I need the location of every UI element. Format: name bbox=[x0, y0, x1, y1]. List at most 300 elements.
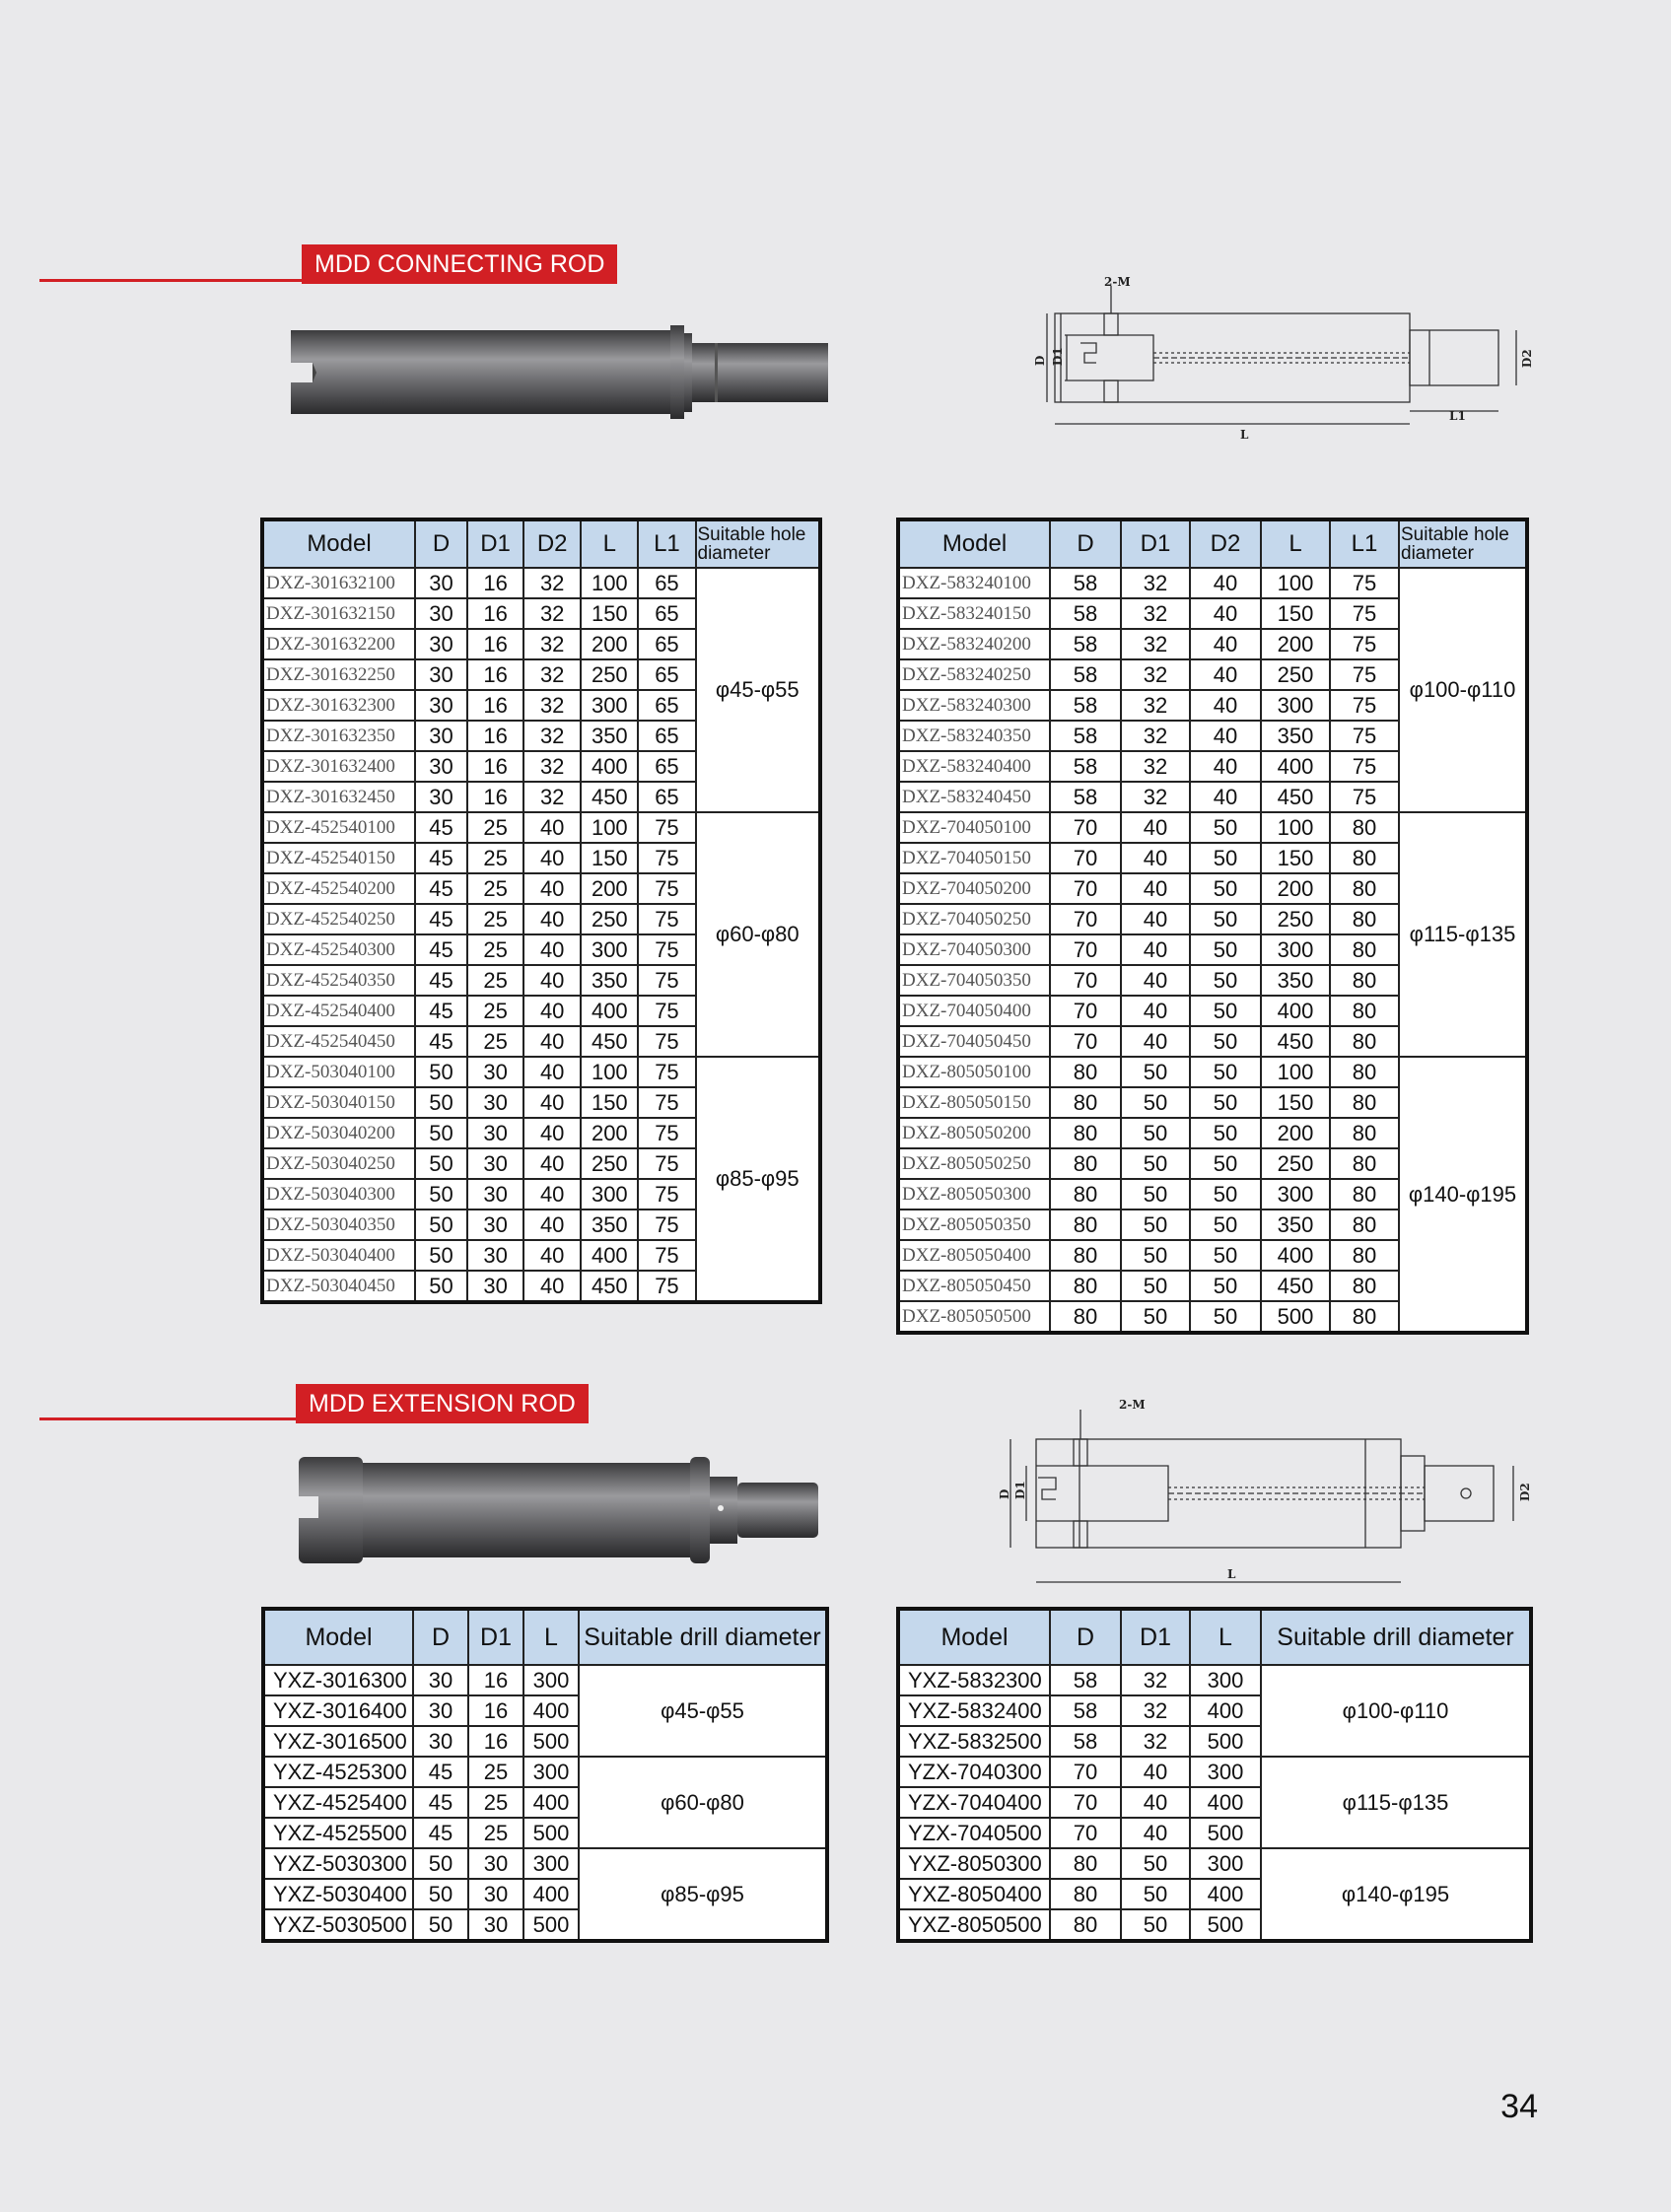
model-cell: DXZ-805050400 bbox=[898, 1240, 1050, 1271]
value-cell: 100 bbox=[1261, 1057, 1330, 1087]
value-cell: 350 bbox=[1261, 721, 1330, 751]
table-header-row bbox=[898, 519, 1527, 568]
value-cell: 25 bbox=[468, 1787, 523, 1818]
value-cell: 80 bbox=[1330, 1118, 1399, 1148]
col-header-d1: D1 bbox=[467, 519, 523, 568]
value-cell: 75 bbox=[1330, 568, 1399, 598]
value-cell: 500 bbox=[1190, 1818, 1261, 1848]
diameter-range-cell: φ100-φ110 bbox=[1399, 568, 1527, 812]
value-cell: 40 bbox=[1121, 996, 1190, 1026]
value-cell: 75 bbox=[638, 1240, 695, 1271]
diameter-range-cell: φ85-φ95 bbox=[579, 1848, 827, 1941]
table-header-row bbox=[262, 519, 820, 568]
diameter-range-cell: φ115-φ135 bbox=[1261, 1757, 1531, 1848]
value-cell: 75 bbox=[638, 812, 695, 843]
value-cell: 80 bbox=[1330, 1179, 1399, 1210]
value-cell: 50 bbox=[1121, 1179, 1190, 1210]
value-cell: 250 bbox=[581, 1148, 638, 1179]
col-header-model: Model bbox=[263, 1609, 413, 1665]
value-cell: 80 bbox=[1330, 1271, 1399, 1301]
value-cell: 200 bbox=[581, 1118, 638, 1148]
drawing-label-d1: D1 bbox=[1013, 1481, 1027, 1499]
value-cell: 50 bbox=[415, 1179, 467, 1210]
drawing-label-l: L bbox=[1240, 428, 1249, 442]
extension-rod-drawing bbox=[971, 1395, 1543, 1592]
section-rule-extension bbox=[39, 1417, 302, 1420]
col-header-d: D bbox=[415, 519, 467, 568]
value-cell: 32 bbox=[1121, 598, 1190, 629]
value-cell: 500 bbox=[1190, 1909, 1261, 1941]
col-header-l: L bbox=[1261, 519, 1330, 568]
value-cell: 150 bbox=[1261, 843, 1330, 873]
value-cell: 75 bbox=[638, 996, 695, 1026]
col-header-hole-diameter: Suitable hole diameter bbox=[696, 519, 821, 568]
value-cell: 58 bbox=[1050, 568, 1121, 598]
value-cell: 45 bbox=[415, 873, 467, 904]
value-cell: 400 bbox=[581, 751, 638, 782]
value-cell: 45 bbox=[415, 996, 467, 1026]
model-cell: YXZ-5030500 bbox=[263, 1909, 413, 1941]
model-cell: DXZ-452540350 bbox=[262, 965, 415, 996]
model-cell: DXZ-583240300 bbox=[898, 690, 1050, 721]
value-cell: 50 bbox=[1190, 965, 1261, 996]
value-cell: 30 bbox=[467, 1271, 523, 1302]
value-cell: 32 bbox=[1121, 782, 1190, 812]
value-cell: 80 bbox=[1330, 1087, 1399, 1118]
section-rule-connecting bbox=[39, 279, 308, 282]
value-cell: 45 bbox=[413, 1757, 468, 1787]
value-cell: 40 bbox=[1190, 598, 1261, 629]
value-cell: 40 bbox=[1121, 904, 1190, 934]
value-cell: 350 bbox=[581, 721, 638, 751]
value-cell: 350 bbox=[1261, 965, 1330, 996]
value-cell: 58 bbox=[1050, 598, 1121, 629]
value-cell: 30 bbox=[468, 1879, 523, 1909]
value-cell: 30 bbox=[415, 659, 467, 690]
value-cell: 25 bbox=[467, 843, 523, 873]
model-cell: YXZ-8050500 bbox=[898, 1909, 1050, 1941]
value-cell: 50 bbox=[1190, 1057, 1261, 1087]
value-cell: 80 bbox=[1330, 873, 1399, 904]
value-cell: 70 bbox=[1050, 1757, 1121, 1787]
value-cell: 50 bbox=[1121, 1909, 1190, 1941]
model-cell: YZX-7040300 bbox=[898, 1757, 1050, 1787]
value-cell: 150 bbox=[1261, 1087, 1330, 1118]
diameter-range-cell: φ140-φ195 bbox=[1261, 1848, 1531, 1941]
value-cell: 65 bbox=[638, 782, 695, 812]
value-cell: 30 bbox=[468, 1909, 523, 1941]
model-cell: DXZ-503040450 bbox=[262, 1271, 415, 1302]
value-cell: 50 bbox=[415, 1240, 467, 1271]
value-cell: 30 bbox=[413, 1726, 468, 1757]
value-cell: 16 bbox=[467, 568, 523, 598]
model-cell: DXZ-704050250 bbox=[898, 904, 1050, 934]
value-cell: 200 bbox=[1261, 1118, 1330, 1148]
value-cell: 58 bbox=[1050, 1726, 1121, 1757]
value-cell: 25 bbox=[467, 934, 523, 965]
value-cell: 50 bbox=[1190, 1271, 1261, 1301]
value-cell: 50 bbox=[1190, 812, 1261, 843]
value-cell: 500 bbox=[1261, 1301, 1330, 1333]
value-cell: 80 bbox=[1050, 1301, 1121, 1333]
value-cell: 400 bbox=[581, 996, 638, 1026]
model-cell: DXZ-503040200 bbox=[262, 1118, 415, 1148]
model-cell: DXZ-805050150 bbox=[898, 1087, 1050, 1118]
model-cell: YXZ-3016300 bbox=[263, 1665, 413, 1695]
table-row bbox=[898, 1665, 1531, 1695]
value-cell: 50 bbox=[415, 1087, 467, 1118]
value-cell: 500 bbox=[523, 1818, 579, 1848]
value-cell: 40 bbox=[523, 965, 581, 996]
value-cell: 32 bbox=[523, 659, 581, 690]
col-header-model: Model bbox=[898, 519, 1050, 568]
value-cell: 50 bbox=[1121, 1879, 1190, 1909]
value-cell: 70 bbox=[1050, 904, 1121, 934]
value-cell: 65 bbox=[638, 721, 695, 751]
model-cell: YXZ-3016500 bbox=[263, 1726, 413, 1757]
drawing-label-d: D bbox=[1033, 355, 1047, 366]
value-cell: 75 bbox=[1330, 782, 1399, 812]
value-cell: 30 bbox=[468, 1848, 523, 1879]
value-cell: 40 bbox=[1121, 1818, 1190, 1848]
value-cell: 100 bbox=[581, 1057, 638, 1087]
drawing-label-m: 2-M bbox=[1119, 1398, 1146, 1412]
value-cell: 80 bbox=[1050, 1271, 1121, 1301]
table-header-row bbox=[898, 1609, 1531, 1665]
table-row bbox=[898, 1848, 1531, 1879]
col-header-drill-diameter: Suitable drill diameter bbox=[1261, 1609, 1531, 1665]
value-cell: 58 bbox=[1050, 1695, 1121, 1726]
value-cell: 75 bbox=[638, 1057, 695, 1087]
section-title-extension-rod: MDD EXTENSION ROD bbox=[296, 1384, 589, 1423]
model-cell: DXZ-805050250 bbox=[898, 1148, 1050, 1179]
value-cell: 75 bbox=[638, 1271, 695, 1302]
col-header-d2: D2 bbox=[523, 519, 581, 568]
value-cell: 16 bbox=[467, 659, 523, 690]
diameter-range-cell: φ140-φ195 bbox=[1399, 1057, 1527, 1333]
value-cell: 75 bbox=[638, 934, 695, 965]
value-cell: 400 bbox=[1190, 1787, 1261, 1818]
value-cell: 80 bbox=[1330, 934, 1399, 965]
model-cell: DXZ-452540150 bbox=[262, 843, 415, 873]
value-cell: 50 bbox=[415, 1271, 467, 1302]
model-cell: DXZ-301632350 bbox=[262, 721, 415, 751]
value-cell: 40 bbox=[1190, 629, 1261, 659]
value-cell: 32 bbox=[1121, 690, 1190, 721]
value-cell: 50 bbox=[1190, 1026, 1261, 1057]
model-cell: DXZ-452540200 bbox=[262, 873, 415, 904]
value-cell: 50 bbox=[1190, 1301, 1261, 1333]
model-cell: DXZ-452540450 bbox=[262, 1026, 415, 1057]
value-cell: 50 bbox=[1121, 1210, 1190, 1240]
value-cell: 70 bbox=[1050, 1026, 1121, 1057]
value-cell: 75 bbox=[1330, 721, 1399, 751]
value-cell: 100 bbox=[1261, 812, 1330, 843]
value-cell: 75 bbox=[638, 965, 695, 996]
diameter-range-cell: φ115-φ135 bbox=[1399, 812, 1527, 1057]
value-cell: 400 bbox=[1261, 1240, 1330, 1271]
model-cell: DXZ-704050400 bbox=[898, 996, 1050, 1026]
value-cell: 70 bbox=[1050, 965, 1121, 996]
value-cell: 30 bbox=[467, 1210, 523, 1240]
value-cell: 50 bbox=[1121, 1148, 1190, 1179]
value-cell: 30 bbox=[415, 721, 467, 751]
table-row bbox=[898, 812, 1527, 843]
table-header-row bbox=[263, 1609, 827, 1665]
value-cell: 45 bbox=[415, 904, 467, 934]
model-cell: DXZ-704050350 bbox=[898, 965, 1050, 996]
value-cell: 30 bbox=[467, 1118, 523, 1148]
diameter-range-cell: φ45-φ55 bbox=[579, 1665, 827, 1757]
value-cell: 40 bbox=[1121, 1757, 1190, 1787]
value-cell: 45 bbox=[415, 965, 467, 996]
value-cell: 80 bbox=[1330, 1240, 1399, 1271]
model-cell: DXZ-301632100 bbox=[262, 568, 415, 598]
model-cell: DXZ-704050150 bbox=[898, 843, 1050, 873]
value-cell: 40 bbox=[523, 1087, 581, 1118]
model-cell: DXZ-301632150 bbox=[262, 598, 415, 629]
drawing-label-l: L bbox=[1227, 1567, 1236, 1581]
value-cell: 32 bbox=[1121, 659, 1190, 690]
value-cell: 50 bbox=[1190, 1179, 1261, 1210]
model-cell: DXZ-704050100 bbox=[898, 812, 1050, 843]
value-cell: 80 bbox=[1330, 1026, 1399, 1057]
value-cell: 40 bbox=[523, 934, 581, 965]
value-cell: 40 bbox=[523, 1179, 581, 1210]
col-header-d1: D1 bbox=[468, 1609, 523, 1665]
model-cell: DXZ-805050300 bbox=[898, 1179, 1050, 1210]
col-header-model: Model bbox=[262, 519, 415, 568]
model-cell: YXZ-5030400 bbox=[263, 1879, 413, 1909]
value-cell: 32 bbox=[1121, 751, 1190, 782]
value-cell: 40 bbox=[1190, 721, 1261, 751]
diameter-range-cell: φ45-φ55 bbox=[696, 568, 821, 812]
value-cell: 400 bbox=[523, 1695, 579, 1726]
drawing-label-l1: L1 bbox=[1449, 409, 1466, 423]
value-cell: 50 bbox=[1121, 1087, 1190, 1118]
value-cell: 30 bbox=[415, 751, 467, 782]
value-cell: 350 bbox=[1261, 1210, 1330, 1240]
value-cell: 25 bbox=[467, 996, 523, 1026]
value-cell: 58 bbox=[1050, 659, 1121, 690]
value-cell: 100 bbox=[1261, 568, 1330, 598]
value-cell: 25 bbox=[467, 1026, 523, 1057]
value-cell: 16 bbox=[467, 721, 523, 751]
value-cell: 32 bbox=[523, 629, 581, 659]
value-cell: 65 bbox=[638, 629, 695, 659]
model-cell: DXZ-805050100 bbox=[898, 1057, 1050, 1087]
value-cell: 80 bbox=[1050, 1909, 1121, 1941]
value-cell: 50 bbox=[415, 1057, 467, 1087]
value-cell: 80 bbox=[1330, 843, 1399, 873]
col-header-d: D bbox=[1050, 519, 1121, 568]
value-cell: 45 bbox=[415, 843, 467, 873]
value-cell: 25 bbox=[468, 1818, 523, 1848]
value-cell: 75 bbox=[638, 904, 695, 934]
value-cell: 40 bbox=[523, 812, 581, 843]
extension-rod-table-right bbox=[896, 1607, 1533, 1943]
value-cell: 25 bbox=[467, 812, 523, 843]
col-header-l1: L1 bbox=[638, 519, 695, 568]
value-cell: 150 bbox=[581, 843, 638, 873]
value-cell: 400 bbox=[523, 1879, 579, 1909]
value-cell: 80 bbox=[1050, 1179, 1121, 1210]
col-header-d: D bbox=[1050, 1609, 1121, 1665]
value-cell: 16 bbox=[468, 1695, 523, 1726]
value-cell: 200 bbox=[581, 873, 638, 904]
value-cell: 40 bbox=[523, 1026, 581, 1057]
value-cell: 75 bbox=[638, 1118, 695, 1148]
value-cell: 80 bbox=[1050, 1057, 1121, 1087]
model-cell: DXZ-583240450 bbox=[898, 782, 1050, 812]
value-cell: 250 bbox=[1261, 904, 1330, 934]
value-cell: 300 bbox=[1261, 690, 1330, 721]
value-cell: 300 bbox=[581, 934, 638, 965]
value-cell: 32 bbox=[1121, 1665, 1190, 1695]
value-cell: 400 bbox=[1261, 996, 1330, 1026]
value-cell: 300 bbox=[523, 1665, 579, 1695]
value-cell: 70 bbox=[1050, 873, 1121, 904]
connecting-rod-image bbox=[281, 315, 853, 439]
value-cell: 75 bbox=[1330, 629, 1399, 659]
value-cell: 70 bbox=[1050, 812, 1121, 843]
value-cell: 65 bbox=[638, 598, 695, 629]
value-cell: 30 bbox=[467, 1057, 523, 1087]
value-cell: 50 bbox=[413, 1879, 468, 1909]
value-cell: 100 bbox=[581, 812, 638, 843]
diameter-range-cell: φ60-φ80 bbox=[579, 1757, 827, 1848]
col-header-d1: D1 bbox=[1121, 519, 1190, 568]
model-cell: DXZ-452540100 bbox=[262, 812, 415, 843]
value-cell: 400 bbox=[1190, 1879, 1261, 1909]
value-cell: 300 bbox=[1261, 934, 1330, 965]
connecting-rod-table-left bbox=[260, 518, 822, 1304]
page-number: 34 bbox=[1500, 2088, 1538, 2125]
value-cell: 150 bbox=[581, 598, 638, 629]
value-cell: 80 bbox=[1330, 1210, 1399, 1240]
col-header-l: L bbox=[1190, 1609, 1261, 1665]
col-header-drill-diameter: Suitable drill diameter bbox=[579, 1609, 827, 1665]
value-cell: 70 bbox=[1050, 1818, 1121, 1848]
extension-rod-table-left bbox=[261, 1607, 829, 1943]
value-cell: 30 bbox=[415, 598, 467, 629]
model-cell: DXZ-583240400 bbox=[898, 751, 1050, 782]
col-header-l: L bbox=[581, 519, 638, 568]
value-cell: 40 bbox=[1190, 659, 1261, 690]
value-cell: 250 bbox=[581, 659, 638, 690]
model-cell: DXZ-583240350 bbox=[898, 721, 1050, 751]
value-cell: 65 bbox=[638, 751, 695, 782]
value-cell: 400 bbox=[523, 1787, 579, 1818]
value-cell: 16 bbox=[467, 598, 523, 629]
model-cell: DXZ-503040350 bbox=[262, 1210, 415, 1240]
value-cell: 200 bbox=[1261, 629, 1330, 659]
value-cell: 300 bbox=[581, 1179, 638, 1210]
model-cell: DXZ-583240100 bbox=[898, 568, 1050, 598]
value-cell: 450 bbox=[581, 1026, 638, 1057]
value-cell: 50 bbox=[415, 1148, 467, 1179]
model-cell: DXZ-503040300 bbox=[262, 1179, 415, 1210]
value-cell: 58 bbox=[1050, 1665, 1121, 1695]
value-cell: 80 bbox=[1050, 1240, 1121, 1271]
value-cell: 400 bbox=[1261, 751, 1330, 782]
value-cell: 80 bbox=[1050, 1879, 1121, 1909]
value-cell: 40 bbox=[523, 843, 581, 873]
value-cell: 32 bbox=[523, 751, 581, 782]
value-cell: 40 bbox=[523, 1118, 581, 1148]
value-cell: 25 bbox=[467, 873, 523, 904]
value-cell: 80 bbox=[1050, 1118, 1121, 1148]
value-cell: 25 bbox=[468, 1757, 523, 1787]
model-cell: DXZ-503040100 bbox=[262, 1057, 415, 1087]
value-cell: 32 bbox=[523, 598, 581, 629]
value-cell: 200 bbox=[581, 629, 638, 659]
model-cell: DXZ-301632250 bbox=[262, 659, 415, 690]
value-cell: 450 bbox=[1261, 1271, 1330, 1301]
value-cell: 50 bbox=[1121, 1057, 1190, 1087]
value-cell: 40 bbox=[523, 904, 581, 934]
value-cell: 40 bbox=[1121, 812, 1190, 843]
value-cell: 80 bbox=[1330, 812, 1399, 843]
value-cell: 300 bbox=[1190, 1848, 1261, 1879]
model-cell: YXZ-4525500 bbox=[263, 1818, 413, 1848]
value-cell: 65 bbox=[638, 659, 695, 690]
value-cell: 50 bbox=[1190, 934, 1261, 965]
model-cell: DXZ-805050500 bbox=[898, 1301, 1050, 1333]
value-cell: 50 bbox=[413, 1909, 468, 1941]
value-cell: 50 bbox=[1190, 1087, 1261, 1118]
value-cell: 30 bbox=[413, 1665, 468, 1695]
model-cell: YZX-7040400 bbox=[898, 1787, 1050, 1818]
value-cell: 58 bbox=[1050, 721, 1121, 751]
value-cell: 40 bbox=[523, 1057, 581, 1087]
value-cell: 32 bbox=[1121, 721, 1190, 751]
model-cell: YXZ-5832400 bbox=[898, 1695, 1050, 1726]
value-cell: 80 bbox=[1050, 1148, 1121, 1179]
value-cell: 70 bbox=[1050, 996, 1121, 1026]
value-cell: 80 bbox=[1330, 1148, 1399, 1179]
value-cell: 50 bbox=[1121, 1240, 1190, 1271]
model-cell: DXZ-583240150 bbox=[898, 598, 1050, 629]
model-cell: DXZ-805050350 bbox=[898, 1210, 1050, 1240]
value-cell: 80 bbox=[1050, 1848, 1121, 1879]
value-cell: 300 bbox=[1261, 1179, 1330, 1210]
model-cell: DXZ-583240250 bbox=[898, 659, 1050, 690]
value-cell: 450 bbox=[1261, 1026, 1330, 1057]
value-cell: 100 bbox=[581, 568, 638, 598]
value-cell: 50 bbox=[413, 1848, 468, 1879]
table-row bbox=[898, 568, 1527, 598]
value-cell: 40 bbox=[523, 1271, 581, 1302]
model-cell: DXZ-301632450 bbox=[262, 782, 415, 812]
value-cell: 150 bbox=[581, 1087, 638, 1118]
col-header-l: L bbox=[523, 1609, 579, 1665]
value-cell: 50 bbox=[1190, 873, 1261, 904]
value-cell: 40 bbox=[523, 1240, 581, 1271]
model-cell: DXZ-503040250 bbox=[262, 1148, 415, 1179]
value-cell: 80 bbox=[1330, 965, 1399, 996]
model-cell: DXZ-452540250 bbox=[262, 904, 415, 934]
table-row bbox=[263, 1757, 827, 1787]
value-cell: 75 bbox=[1330, 751, 1399, 782]
value-cell: 65 bbox=[638, 690, 695, 721]
value-cell: 40 bbox=[1190, 751, 1261, 782]
value-cell: 25 bbox=[467, 904, 523, 934]
value-cell: 50 bbox=[1121, 1271, 1190, 1301]
value-cell: 70 bbox=[1050, 934, 1121, 965]
value-cell: 30 bbox=[415, 782, 467, 812]
value-cell: 40 bbox=[523, 1210, 581, 1240]
